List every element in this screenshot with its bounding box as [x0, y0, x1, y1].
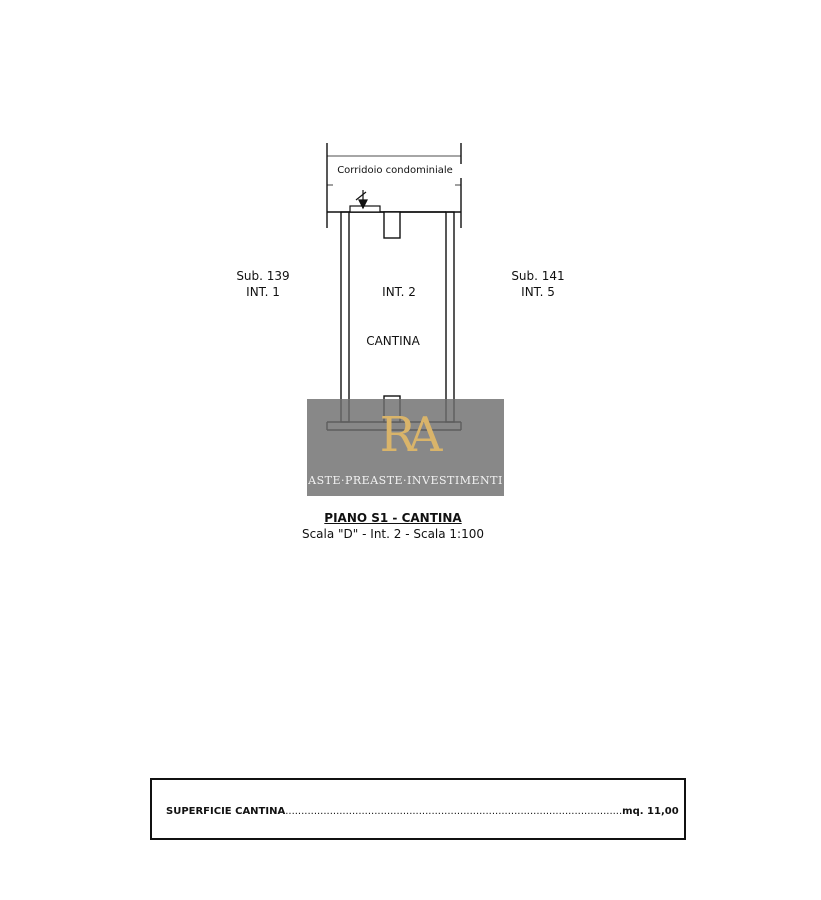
surface-value: mq. 11,00 [622, 806, 679, 817]
right-unit-sub: Sub. 141 [511, 269, 565, 283]
watermark-text: ASTE·PREASTE·INVESTIMENTI [308, 474, 503, 487]
surface-line [166, 806, 679, 817]
plan-title: PIANO S1 - CANTINA [324, 511, 462, 525]
surface-label: SUPERFICIE CANTINA [166, 806, 286, 817]
left-unit-int: INT. 1 [246, 285, 280, 299]
room-name: CANTINA [366, 334, 420, 348]
watermark-logo: RA [379, 407, 435, 463]
watermark [307, 399, 504, 496]
pillars [384, 212, 400, 422]
surface-dots: .......................................................................................................... [285, 806, 623, 817]
room-int: INT. 2 [382, 285, 416, 299]
left-unit-sub: Sub. 139 [236, 269, 290, 283]
entrance-door [350, 190, 380, 212]
right-unit-int: INT. 5 [521, 285, 555, 299]
surface-box [150, 778, 686, 840]
plan-subtitle: Scala "D" - Int. 2 - Scala 1:100 [301, 527, 485, 541]
corridor-label: Corridoio condominiale [328, 164, 462, 178]
